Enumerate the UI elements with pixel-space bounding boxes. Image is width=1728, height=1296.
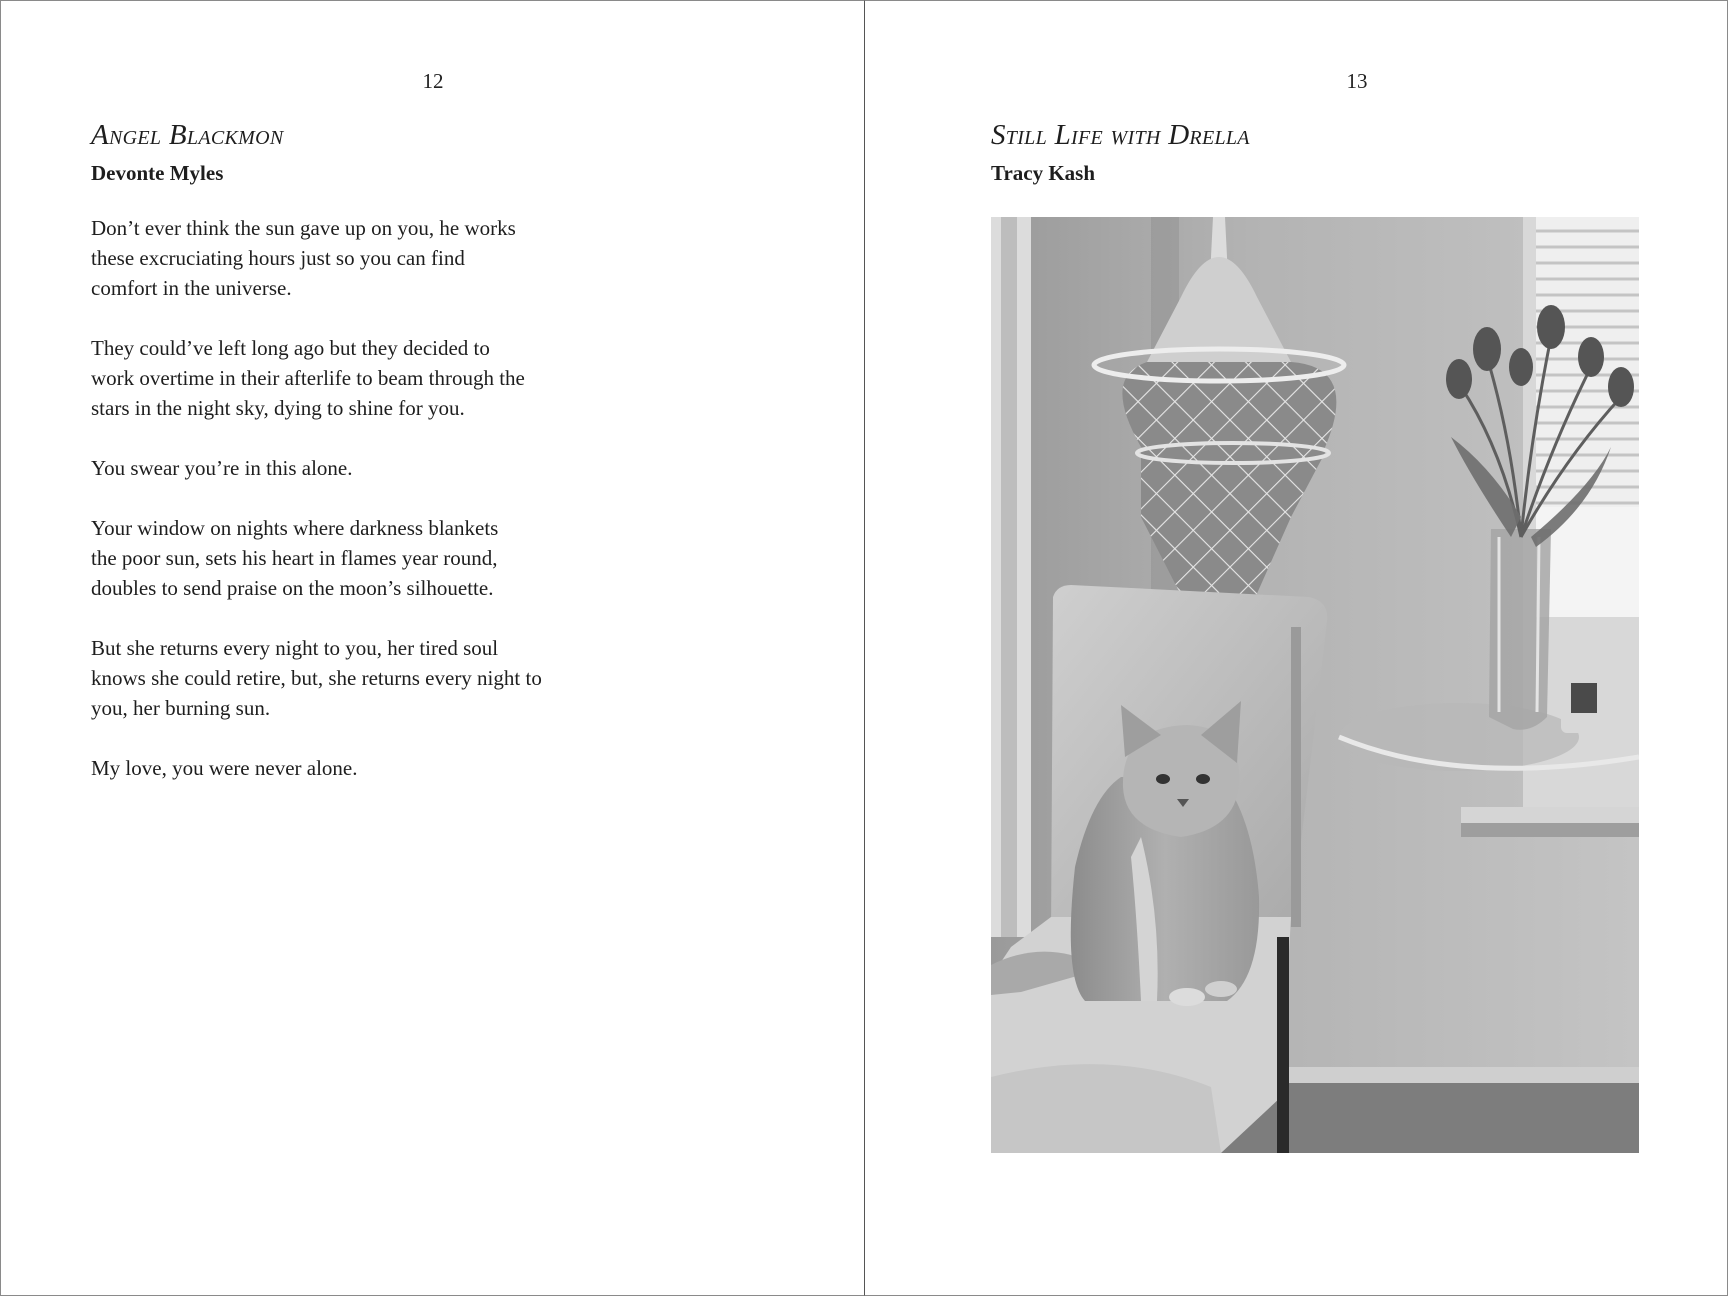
poem-line: doubles to send praise on the moon’s silhouette. <box>91 576 494 600</box>
poem-line: They could’ve left long ago but they decided to <box>91 336 490 360</box>
poem-line: knows she could retire, but, she returns every night to <box>91 666 542 690</box>
poem-line: comfort in the universe. <box>91 276 292 300</box>
page-number-left: 12 <box>422 69 444 93</box>
poem-line: Don’t ever think the sun gave up on you, he works <box>91 216 516 240</box>
poem-line: But she returns every night to you, her tired soul <box>91 636 499 660</box>
poem-line: the poor sun, sets his heart in flames year round, <box>91 546 498 570</box>
stanza <box>91 633 651 723</box>
stanza <box>91 513 651 603</box>
poem-line: You swear you’re in this alone. <box>91 456 353 480</box>
stanza <box>91 333 651 423</box>
stanza <box>91 453 651 483</box>
cat-photograph <box>991 217 1639 1153</box>
stanza <box>91 753 651 783</box>
artwork-author: Tracy Kash <box>991 161 1096 185</box>
poem-title: Angel Blackmon <box>91 119 284 151</box>
poem-line: work overtime in their afterlife to beam through the <box>91 366 525 390</box>
artwork-title: Still Life with Drella <box>991 119 1250 151</box>
poem-line: these excruciating hours just so you can find <box>91 246 465 270</box>
right-page <box>864 0 1728 1296</box>
poem-line: you, her burning sun. <box>91 696 271 720</box>
poem-body <box>91 213 651 813</box>
stanza <box>91 213 651 303</box>
poem-line: My love, you were never alone. <box>91 756 358 780</box>
poem-line: stars in the night sky, dying to shine for you. <box>91 396 465 420</box>
poem-author: Devonte Myles <box>91 161 224 185</box>
poem-line: Your window on nights where darkness blankets <box>91 516 499 540</box>
window-blinds <box>1536 217 1639 617</box>
page-number-right: 13 <box>1346 69 1368 93</box>
